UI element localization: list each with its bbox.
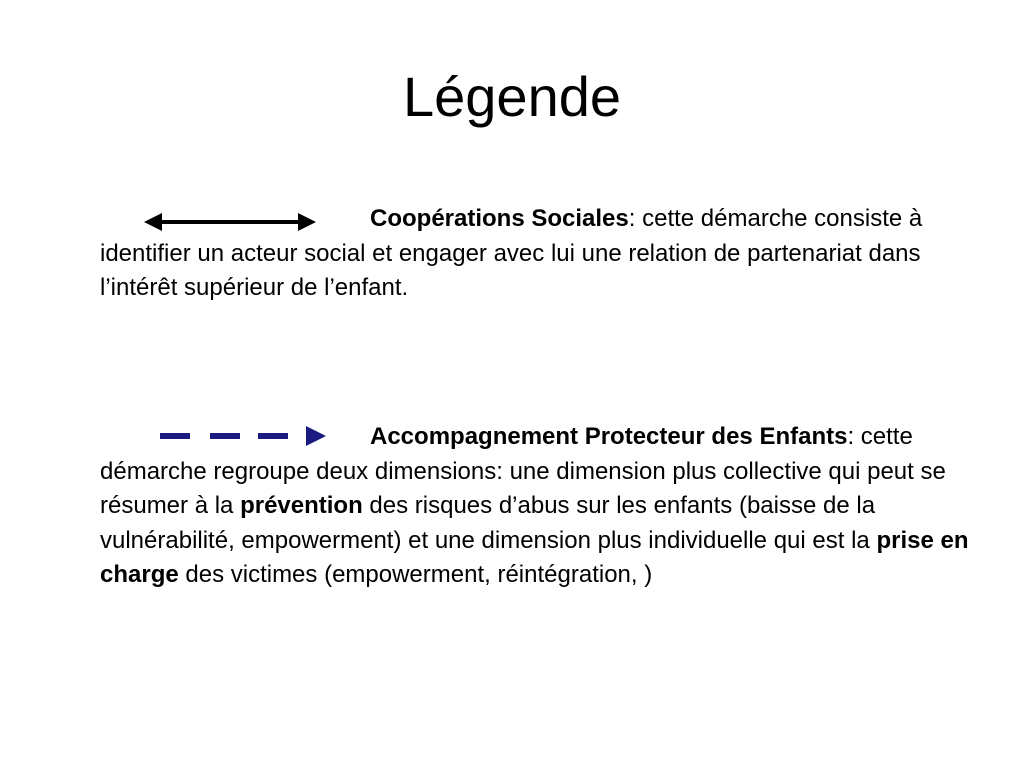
indent-spacer xyxy=(100,443,370,444)
emphasis-prise-en-charge: prise en charge xyxy=(100,526,969,588)
legend-description-part3: des victimes (empowerment, réintégration, ) xyxy=(178,561,653,588)
legend-description: cette démarche consiste à identifier un acteur social et engager avec lui une relation de partenariat dans l’intérêt supérieur de l’enfant. xyxy=(100,205,923,301)
legend-description-part1: cette démarche regroupe deux dimensions: une dimension plus collective qui peut se résumer à la xyxy=(100,423,946,519)
legend-description-part2: des risques d’abus sur les enfants (baisse de la vulnérabilité, empowerment) et une dimension plus individuelle qui est la xyxy=(100,492,877,554)
legend-term: Coopérations Sociales xyxy=(370,205,629,232)
emphasis-prevention: prévention xyxy=(240,492,363,519)
legend-entry-cooperations xyxy=(100,202,980,306)
legend-term: Accompagnement Protecteur des Enfants xyxy=(370,423,848,450)
legend-entry-accompagnement xyxy=(100,420,980,593)
indent-spacer xyxy=(100,225,370,226)
page-title: Légende xyxy=(402,65,621,128)
legend-separator: : xyxy=(847,423,855,450)
legend-separator: : xyxy=(628,205,636,232)
